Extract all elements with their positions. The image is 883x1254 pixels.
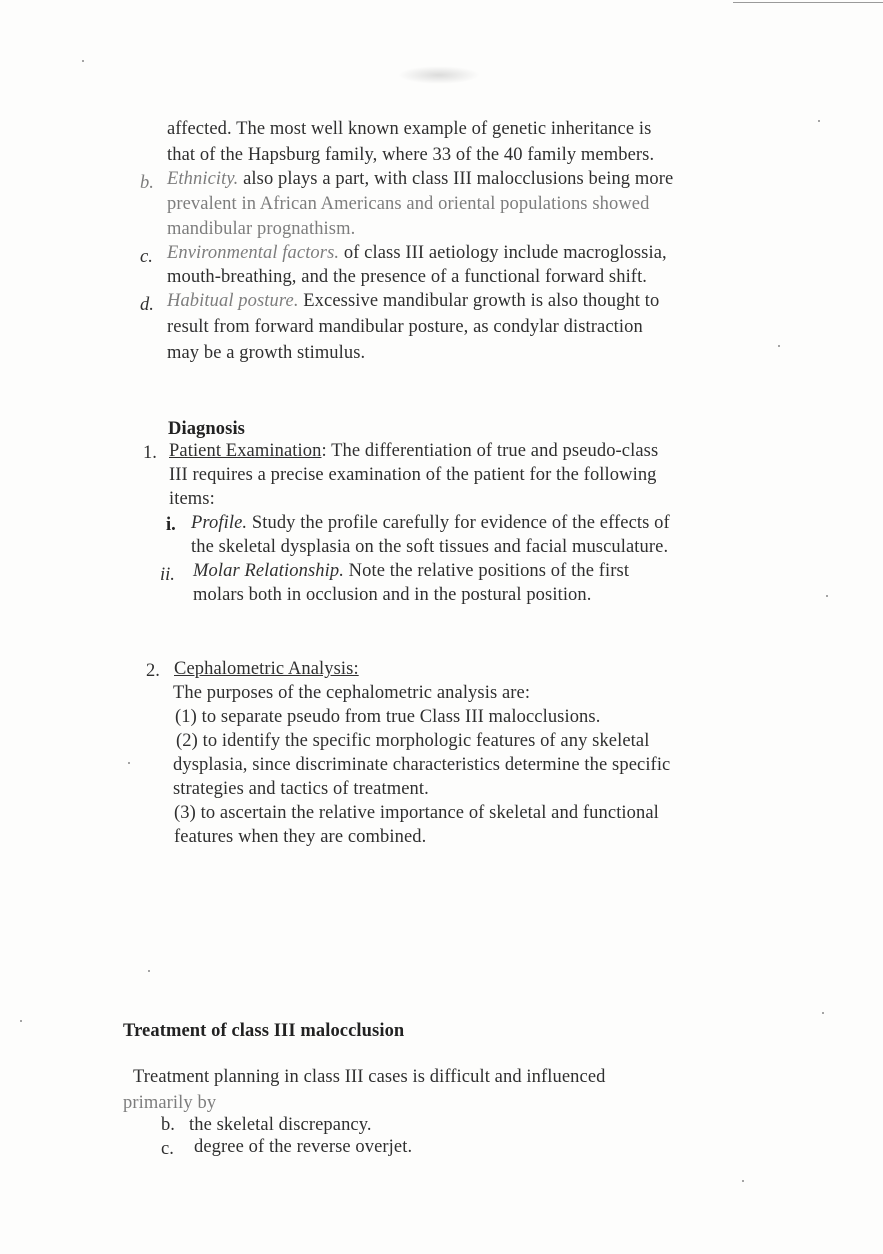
- section-heading-diagnosis: Diagnosis: [168, 419, 245, 439]
- term: Environmental factors.: [167, 243, 340, 263]
- text: (2) to identify the specific morphologic features of any skeletal: [176, 731, 650, 751]
- text: primarily by: [123, 1093, 217, 1113]
- paragraph-line: [169, 488, 215, 510]
- scan-speck: [822, 1012, 824, 1014]
- list-marker: c.: [161, 1139, 174, 1159]
- paragraph-line: [133, 1066, 605, 1088]
- paragraph-line: [191, 536, 668, 558]
- paragraph-line: [123, 1092, 216, 1114]
- scan-speck: [82, 60, 84, 62]
- subheading: Patient Examination: [169, 441, 322, 461]
- list-marker: ii.: [160, 565, 175, 585]
- term: Habitual posture.: [167, 291, 299, 311]
- paragraph-line: [167, 144, 654, 166]
- text: III requires a precise examination of the patient for the following: [169, 465, 657, 485]
- text: Study the profile carefully for evidence of the effects of: [247, 513, 670, 533]
- paragraph-line: [175, 706, 600, 728]
- text: result from forward mandibular posture, as condylar distraction: [167, 317, 643, 337]
- paragraph-line: [167, 266, 647, 288]
- text: that of the Hapsburg family, where 33 of the 40 family members.: [167, 145, 655, 165]
- text: the skeletal dysplasia on the soft tissues and facial musculature.: [191, 537, 669, 557]
- text: The purposes of the cephalometric analysis are:: [173, 683, 531, 703]
- text: features when they are combined.: [174, 827, 427, 847]
- list-marker: 1.: [143, 443, 157, 463]
- text: mouth-breathing, and the presence of a functional forward shift.: [167, 267, 648, 287]
- scan-speck: [148, 970, 150, 972]
- text: Excessive mandibular growth is also thought to: [298, 291, 660, 311]
- list-marker: b.: [161, 1115, 175, 1135]
- paragraph-line: [167, 118, 651, 140]
- scan-speck: [778, 345, 780, 347]
- list-item-profile: [191, 512, 670, 534]
- text: may be a growth stimulus.: [167, 343, 366, 363]
- paragraph-line: [173, 778, 429, 800]
- term: Profile.: [191, 513, 248, 533]
- text: the skeletal discrepancy.: [189, 1115, 372, 1135]
- scan-speck: [826, 595, 828, 597]
- text: Note the relative positions of the first: [343, 561, 630, 581]
- paragraph-line: [167, 193, 649, 215]
- scan-smudge: [398, 66, 480, 84]
- scan-speck: [128, 762, 130, 764]
- paragraph-line: [176, 730, 649, 752]
- list-item-cephalometric-analysis: [174, 658, 359, 680]
- list-item-molar-relationship: [193, 560, 629, 582]
- text: items:: [169, 489, 215, 509]
- list-marker: c.: [140, 247, 153, 267]
- scan-speck: [742, 1180, 744, 1182]
- text: : The differentiation of true and pseudo-class: [321, 441, 659, 461]
- paragraph-line: [174, 826, 426, 848]
- list-item-reverse-overjet: [194, 1136, 412, 1158]
- text: (3) to ascertain the relative importance of skeletal and functional: [174, 803, 659, 823]
- list-marker: 2.: [146, 661, 160, 681]
- scan-speck: [818, 120, 820, 122]
- scan-speck: [20, 1020, 22, 1022]
- scan-edge-rule: [733, 2, 883, 3]
- paragraph-line: [173, 682, 530, 704]
- list-item-environmental: [167, 242, 667, 264]
- text: molars both in occlusion and in the postural position.: [193, 585, 592, 605]
- text: strategies and tactics of treatment.: [173, 779, 429, 799]
- text: prevalent in African Americans and oriental populations showed: [167, 194, 650, 214]
- paragraph-line: [174, 802, 659, 824]
- subheading: Cephalometric Analysis:: [174, 659, 359, 679]
- list-item-ethnicity: [167, 168, 673, 190]
- text: (1) to separate pseudo from true Class III malocclusions.: [175, 707, 601, 727]
- text: mandibular prognathism.: [167, 219, 356, 239]
- list-marker: b.: [140, 173, 154, 193]
- text: degree of the reverse overjet.: [194, 1137, 413, 1157]
- list-item-skeletal-discrepancy: [189, 1114, 372, 1136]
- section-heading-treatment: Treatment of class III malocclusion: [123, 1021, 405, 1041]
- paragraph-line: [167, 342, 365, 364]
- text: also plays a part, with class III malocclusions being more: [238, 169, 674, 189]
- paragraph-line: [169, 464, 657, 486]
- list-marker: d.: [140, 295, 154, 315]
- paragraph-line: [167, 316, 643, 338]
- list-item-patient-examination: [169, 440, 658, 462]
- text: affected. The most well known example of genetic inheritance is: [167, 119, 652, 139]
- paragraph-line: [167, 218, 355, 240]
- text: of class III aetiology include macroglossia,: [339, 243, 667, 263]
- term: Ethnicity.: [167, 169, 239, 189]
- term: Molar Relationship.: [193, 561, 344, 581]
- text: dysplasia, since discriminate characteristics determine the specific: [173, 755, 671, 775]
- list-marker: i.: [166, 515, 176, 535]
- paragraph-line: [193, 584, 591, 606]
- text: Treatment planning in class III cases is difficult and influenced: [133, 1067, 606, 1087]
- list-item-habitual-posture: [167, 290, 659, 312]
- paragraph-line: [173, 754, 670, 776]
